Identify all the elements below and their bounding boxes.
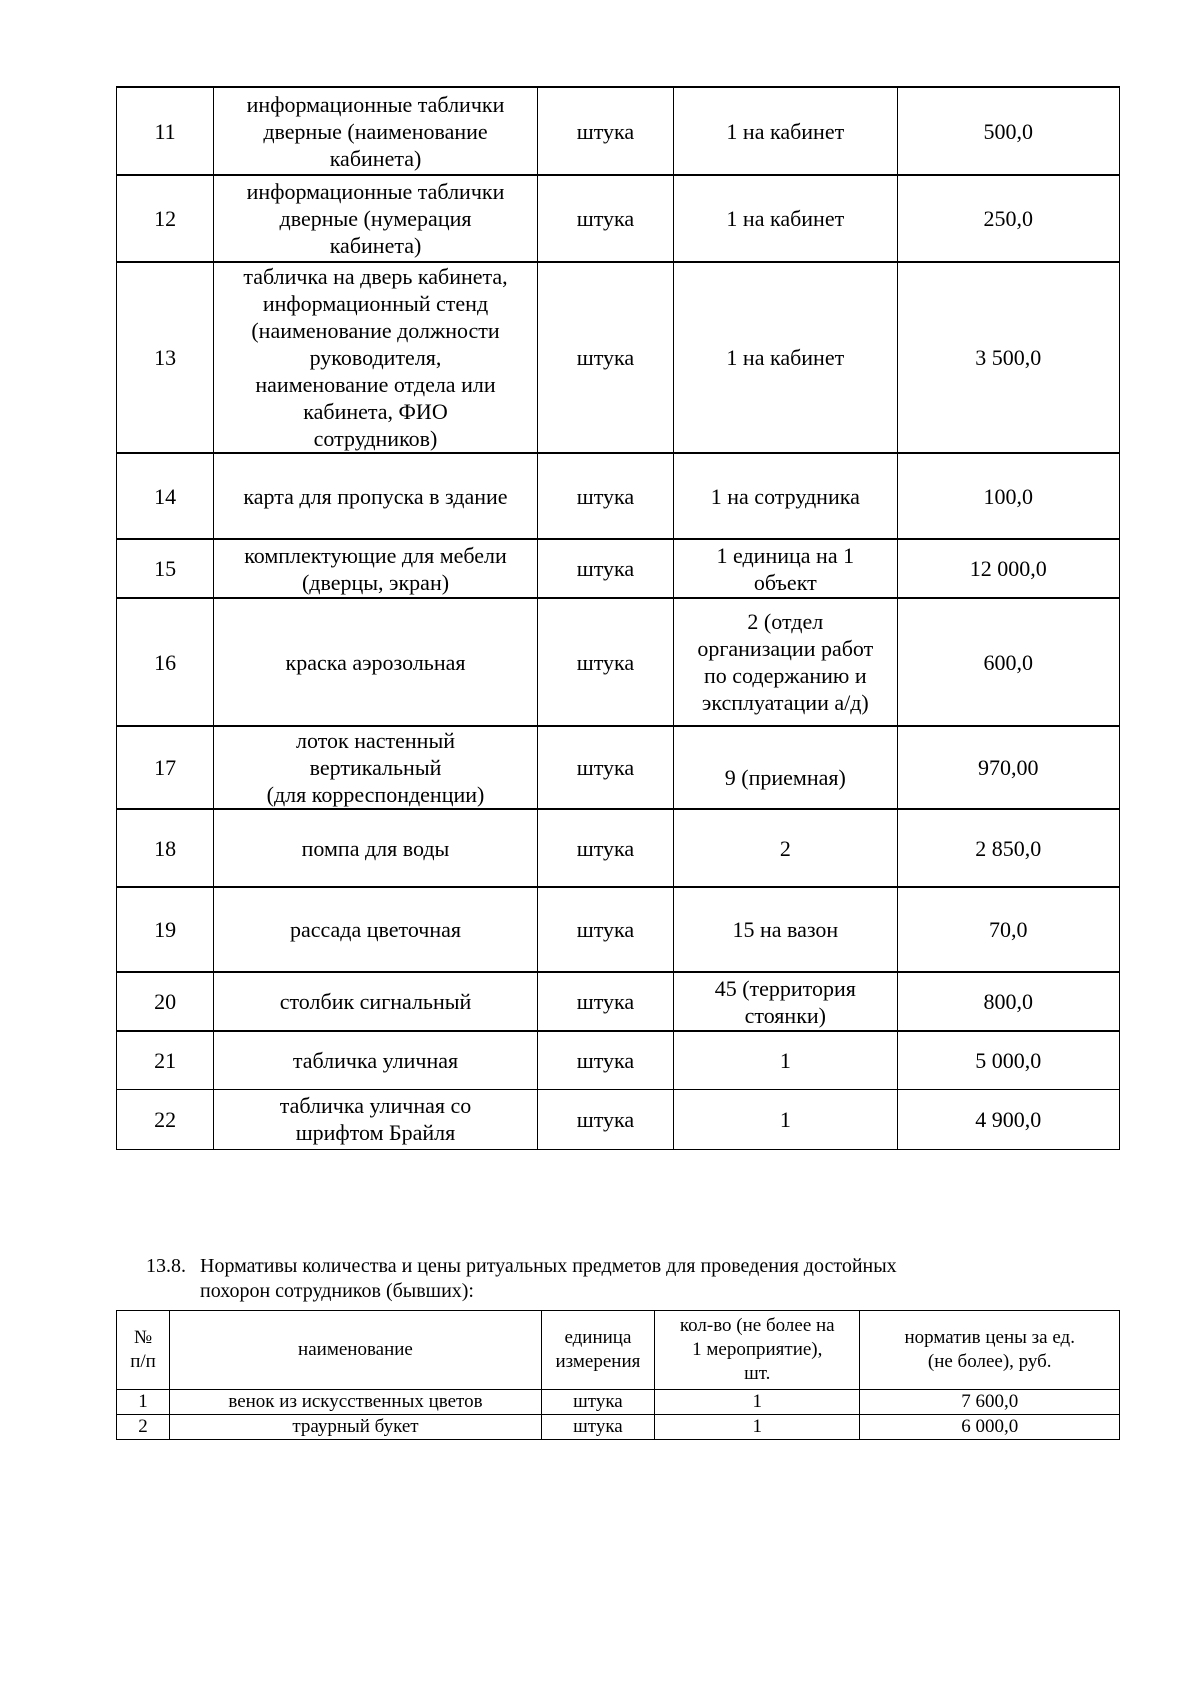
cell-line: кабинета) bbox=[329, 233, 422, 258]
cell-line: № bbox=[133, 1327, 153, 1348]
unit-of-measure: штука bbox=[537, 175, 673, 262]
cell-line: 1 bbox=[779, 1106, 791, 1132]
header-num bbox=[117, 1311, 170, 1390]
item-name bbox=[214, 87, 538, 175]
cell-line: 1 на кабинет bbox=[726, 206, 845, 231]
row-number: 16 bbox=[117, 598, 214, 726]
price-norm: 100,0 bbox=[897, 453, 1119, 539]
cell-line: 2 (отдел bbox=[747, 609, 824, 634]
section-heading bbox=[146, 1254, 1120, 1304]
cell-line: лоток настенный bbox=[296, 728, 455, 753]
cell-line: 1 на кабинет bbox=[726, 118, 845, 144]
quantity-norm bbox=[674, 1089, 897, 1149]
unit-of-measure: штука bbox=[537, 1031, 673, 1089]
quantity-norm bbox=[674, 726, 897, 809]
item-name bbox=[214, 726, 538, 809]
table-row bbox=[117, 598, 1120, 726]
quantity-norm bbox=[674, 175, 897, 262]
price-norm: 2 850,0 bbox=[897, 809, 1119, 887]
cell-line: сотрудников) bbox=[313, 426, 438, 451]
cell-line: краска аэрозольная bbox=[285, 649, 466, 675]
cell-line: единица bbox=[564, 1327, 632, 1348]
cell-line: вертикальный bbox=[309, 755, 442, 780]
cell-line: 1 bbox=[779, 1047, 791, 1073]
unit-of-measure: штука bbox=[537, 453, 673, 539]
table-row bbox=[117, 1390, 1120, 1415]
quantity-norm bbox=[674, 887, 897, 972]
cell-line: 15 на вазон bbox=[732, 917, 839, 942]
table-row bbox=[117, 1415, 1120, 1440]
row-number: 17 bbox=[117, 726, 214, 809]
item-name: траурный букет bbox=[170, 1415, 542, 1440]
cell-line: дверные (нумерация bbox=[279, 206, 472, 231]
price-norm: 970,00 bbox=[897, 726, 1119, 809]
item-name: венок из искусственных цветов bbox=[170, 1390, 542, 1415]
table-row bbox=[117, 1089, 1120, 1149]
header-unit bbox=[541, 1311, 654, 1390]
table-row bbox=[117, 887, 1120, 972]
cell-line: шрифтом Брайля bbox=[295, 1120, 456, 1145]
unit-of-measure: штука bbox=[537, 1089, 673, 1149]
section-text-line-2: похорон сотрудников (бывших): bbox=[200, 1280, 474, 1302]
ritual-table-body bbox=[117, 1390, 1120, 1440]
section-text-line-1: Нормативы количества и цены ритуальных предметов для проведения достойных bbox=[200, 1255, 897, 1277]
cell-line: наименование bbox=[298, 1339, 413, 1360]
unit-of-measure: штука bbox=[537, 262, 673, 453]
cell-line: 9 (приемная) bbox=[724, 765, 846, 790]
price-norm: 600,0 bbox=[897, 598, 1119, 726]
cell-line: 1 мероприятие), bbox=[692, 1339, 823, 1360]
item-name bbox=[214, 1089, 538, 1149]
unit-of-measure: штука bbox=[537, 87, 673, 175]
norms-table-body bbox=[117, 87, 1120, 1149]
quantity: 1 bbox=[655, 1415, 860, 1440]
unit-of-measure: штука bbox=[537, 972, 673, 1031]
row-number: 21 bbox=[117, 1031, 214, 1089]
quantity-norm bbox=[674, 262, 897, 453]
section-number: 13.8. bbox=[146, 1255, 186, 1277]
item-name bbox=[214, 539, 538, 598]
quantity-norm bbox=[674, 1031, 897, 1089]
row-number: 13 bbox=[117, 262, 214, 453]
cell-line: (для корреспонденции) bbox=[266, 782, 485, 807]
cell-line: наименование отдела или bbox=[255, 372, 496, 397]
quantity-norm bbox=[674, 809, 897, 887]
table-row bbox=[117, 972, 1120, 1031]
item-name bbox=[214, 175, 538, 262]
cell-line: кабинета, ФИО bbox=[303, 399, 448, 424]
table-row bbox=[117, 809, 1120, 887]
price-norm: 3 500,0 bbox=[897, 262, 1119, 453]
unit-of-measure: штука bbox=[541, 1390, 654, 1415]
cell-line: (не более), руб. bbox=[927, 1351, 1052, 1372]
table-row bbox=[117, 539, 1120, 598]
cell-line: норматив цены за ед. bbox=[904, 1327, 1075, 1348]
cell-line: рассада цветочная bbox=[289, 917, 462, 942]
cell-line: 1 единица на 1 bbox=[716, 542, 855, 568]
item-name bbox=[214, 1031, 538, 1089]
cell-line: шт. bbox=[744, 1363, 771, 1384]
cell-line: информационные таблички bbox=[246, 179, 505, 204]
row-number: 19 bbox=[117, 887, 214, 972]
item-name bbox=[214, 972, 538, 1031]
price-norm: 12 000,0 bbox=[897, 539, 1119, 598]
row-number: 11 bbox=[117, 87, 214, 175]
cell-line: (дверцы, экран) bbox=[301, 569, 450, 595]
cell-line: комплектующие для мебели bbox=[244, 542, 507, 568]
price-norm: 4 900,0 bbox=[897, 1089, 1119, 1149]
quantity-norm bbox=[674, 972, 897, 1031]
item-name bbox=[214, 453, 538, 539]
quantity-norm bbox=[674, 453, 897, 539]
item-name bbox=[214, 809, 538, 887]
table-row bbox=[117, 175, 1120, 262]
item-name bbox=[214, 262, 538, 453]
row-number: 2 bbox=[117, 1415, 170, 1440]
unit-of-measure: штука bbox=[537, 887, 673, 972]
quantity: 1 bbox=[655, 1390, 860, 1415]
table-row bbox=[117, 453, 1120, 539]
cell-line: карта для пропуска в здание bbox=[243, 483, 508, 509]
table-row bbox=[117, 726, 1120, 809]
row-number: 22 bbox=[117, 1089, 214, 1149]
cell-line: эксплуатации а/д) bbox=[701, 690, 869, 715]
ritual-table-header-row bbox=[117, 1311, 1120, 1390]
cell-line: кол-во (не более на bbox=[679, 1315, 835, 1336]
cell-line: 1 на кабинет bbox=[726, 345, 845, 370]
cell-line: табличка на дверь кабинета, bbox=[243, 264, 508, 289]
price-norm: 5 000,0 bbox=[897, 1031, 1119, 1089]
cell-line: (наименование должности bbox=[251, 318, 500, 343]
ritual-items-table bbox=[116, 1310, 1120, 1440]
cell-line: табличка уличная со bbox=[279, 1093, 472, 1118]
row-number: 12 bbox=[117, 175, 214, 262]
row-number: 14 bbox=[117, 453, 214, 539]
cell-line: объект bbox=[753, 569, 817, 595]
cell-line: столбик сигнальный bbox=[279, 989, 472, 1014]
cell-line: помпа для воды bbox=[301, 835, 450, 861]
quantity-norm bbox=[674, 539, 897, 598]
cell-line: кабинета) bbox=[329, 145, 422, 171]
cell-line: стоянки) bbox=[744, 1002, 826, 1028]
cell-line: руководителя, bbox=[309, 345, 442, 370]
header-price bbox=[860, 1311, 1120, 1390]
cell-line: информационный стенд bbox=[262, 291, 489, 316]
item-name bbox=[214, 598, 538, 726]
header-quantity bbox=[655, 1311, 860, 1390]
cell-line: табличка уличная bbox=[292, 1047, 459, 1073]
quantity-norm bbox=[674, 598, 897, 726]
unit-of-measure: штука bbox=[537, 598, 673, 726]
price-norm: 6 000,0 bbox=[860, 1415, 1120, 1440]
norms-table bbox=[116, 86, 1120, 1150]
cell-line: организации работ bbox=[697, 636, 874, 661]
quantity-norm bbox=[674, 87, 897, 175]
cell-line: дверные (наименование bbox=[263, 118, 488, 144]
price-norm: 7 600,0 bbox=[860, 1390, 1120, 1415]
unit-of-measure: штука bbox=[537, 726, 673, 809]
price-norm: 800,0 bbox=[897, 972, 1119, 1031]
header-name bbox=[170, 1311, 542, 1390]
item-name bbox=[214, 887, 538, 972]
cell-line: 45 (территория bbox=[714, 975, 856, 1001]
cell-line: 2 bbox=[779, 835, 791, 861]
cell-line: 1 на сотрудника bbox=[710, 483, 860, 509]
unit-of-measure: штука bbox=[537, 809, 673, 887]
cell-line: информационные таблички bbox=[246, 91, 505, 117]
cell-line: по содержанию и bbox=[704, 663, 867, 688]
table-row bbox=[117, 262, 1120, 453]
cell-line: измерения bbox=[555, 1351, 641, 1372]
table-row bbox=[117, 87, 1120, 175]
price-norm: 70,0 bbox=[897, 887, 1119, 972]
cell-line: п/п bbox=[130, 1351, 156, 1372]
row-number: 18 bbox=[117, 809, 214, 887]
row-number: 1 bbox=[117, 1390, 170, 1415]
unit-of-measure: штука bbox=[537, 539, 673, 598]
row-number: 20 bbox=[117, 972, 214, 1031]
table-row bbox=[117, 1031, 1120, 1089]
unit-of-measure: штука bbox=[541, 1415, 654, 1440]
row-number: 15 bbox=[117, 539, 214, 598]
price-norm: 250,0 bbox=[897, 175, 1119, 262]
price-norm: 500,0 bbox=[897, 87, 1119, 175]
